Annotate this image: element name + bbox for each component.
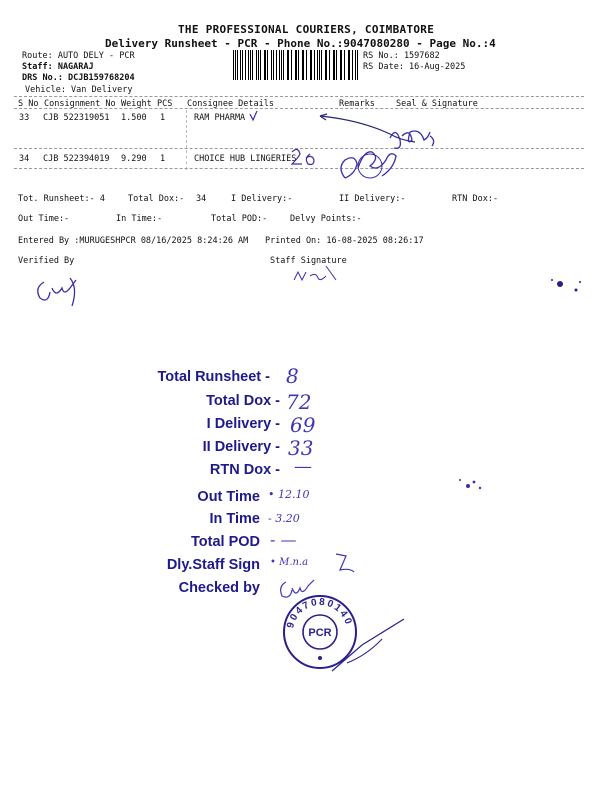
- col-header-weight: Weight: [121, 99, 152, 109]
- vehicle-text: Vehicle: Van Delivery: [25, 85, 133, 95]
- stamp-label-total-dox: Total Dox -: [206, 393, 280, 409]
- stamp-value-rtn-dox: —: [294, 456, 312, 477]
- stamp-label-total-runsheet: Total Runsheet -: [157, 369, 270, 385]
- total-pod-label: Total POD:-: [211, 214, 268, 224]
- barcode-bar: [310, 50, 311, 80]
- rs-number: RS No.: 1597682: [363, 51, 440, 61]
- stamp-label-staff-sign: Dly.Staff Sign: [166, 557, 260, 573]
- barcode-bar: [267, 50, 268, 80]
- pcr-seal-stamp: [272, 585, 422, 695]
- barcode-bar: [344, 50, 345, 80]
- total-dox-label: Total Dox:-: [128, 194, 185, 204]
- company-name: THE PROFESSIONAL COURIERS, COIMBATORE: [178, 23, 435, 36]
- handwritten-signatures: [240, 108, 600, 208]
- barcode-bar: [336, 50, 337, 80]
- seal-center-text: PCR: [308, 627, 332, 639]
- ii-delivery-label: II Delivery:-: [339, 194, 406, 204]
- column-divider: [186, 150, 188, 170]
- stamp-value-total-dox: 72: [286, 390, 312, 414]
- drs-number: DRS No.: DCJB159768204: [22, 73, 135, 83]
- stamp-value-i-delivery: 69: [290, 413, 316, 437]
- col-header-pcs: PCS: [157, 99, 173, 109]
- stamp-label-ii-delivery: II Delivery -: [202, 439, 280, 455]
- barcode-bar: [248, 50, 249, 80]
- barcode-bar: [283, 50, 284, 80]
- rs-date: RS Date: 16-Aug-2025: [363, 62, 466, 72]
- barcode-bar: [287, 50, 288, 80]
- total-dox-value: 34: [196, 194, 207, 204]
- barcode-bar: [279, 50, 280, 80]
- route-text: Route: AUTO DELY - PCR: [22, 51, 135, 61]
- delvy-points-label: Delvy Points:-: [290, 214, 362, 224]
- in-time-label: In Time:-: [116, 214, 163, 224]
- cell-weight: 1.500: [121, 113, 147, 123]
- cell-consignment: CJB 522394019: [43, 154, 110, 164]
- barcode-bar: [329, 50, 330, 80]
- barcode-bar: [317, 50, 318, 80]
- barcode-bar: [303, 50, 304, 80]
- stamp-value-ii-delivery: 33: [288, 436, 314, 460]
- i-delivery-label: I Delivery:-: [231, 194, 293, 204]
- staff-signature-label: Staff Signature: [270, 256, 347, 266]
- staff-text: Staff: NAGARAJ: [22, 62, 94, 72]
- staff-signature-mark: [290, 258, 350, 288]
- col-header-consignee: Consignee Details: [187, 99, 274, 109]
- verified-by-label: Verified By: [18, 256, 75, 266]
- stamp-label-out-time: Out Time: [197, 489, 260, 505]
- cell-consignee: RAM PHARMA: [194, 113, 246, 123]
- barcode-bar: [291, 50, 292, 80]
- barcode-bar: [271, 50, 272, 80]
- barcode-bar: [260, 50, 261, 80]
- cell-consignment: CJB 522319051: [43, 113, 110, 123]
- column-divider: [186, 110, 188, 148]
- col-header-consignment: Consignment No: [44, 99, 116, 109]
- barcode-bar: [352, 50, 353, 80]
- barcode-bar: [349, 50, 350, 80]
- ink-speck: [450, 470, 510, 500]
- col-header-remarks: Remarks: [339, 99, 375, 109]
- stamp-label-i-delivery: I Delivery -: [206, 416, 280, 432]
- cell-weight: 9.290: [121, 154, 147, 164]
- stamp-label-in-time: In Time: [209, 511, 260, 527]
- staff-sign-flourish: [330, 550, 360, 574]
- stamp-label-rtn-dox: RTN Dox -: [209, 462, 280, 478]
- printed-on: Printed On: 16-08-2025 08:26:17: [265, 236, 424, 246]
- stamp-value-in-time: - 3.20: [268, 512, 300, 525]
- barcode-bar: [252, 50, 253, 80]
- cell-sno: 34: [19, 154, 30, 164]
- barcode-bar: [319, 50, 320, 80]
- cell-sno: 33: [19, 113, 30, 123]
- col-header-seal: Seal & Signature: [396, 99, 478, 109]
- seal-ring-text: 9047080140: [285, 596, 355, 630]
- stamp-value-staff-sign: • M.n.a: [270, 557, 309, 568]
- tot-runsheet: Tot. Runsheet:- 4: [18, 194, 105, 204]
- out-time-label: Out Time:-: [18, 214, 70, 224]
- col-header-sno: S No: [18, 99, 39, 109]
- stamp-value-total-pod: - —: [270, 530, 297, 549]
- barcode-bar: [233, 50, 234, 80]
- runsheet-title: Delivery Runsheet - PCR - Phone No.:9047080280 - Page No.:4: [105, 37, 496, 50]
- stamp-value-out-time: • 12.10: [268, 488, 310, 501]
- barcode-bar: [326, 50, 327, 80]
- cell-consignee: CHOICE HUB LINGERIES: [194, 154, 297, 164]
- verified-signature: [30, 268, 100, 308]
- entered-by: Entered By :MURUGESHPCR 08/16/2025 8:24:26 AM: [18, 236, 249, 246]
- stamp-value-total-runsheet: 8: [286, 364, 299, 388]
- barcode-bar: [240, 50, 241, 80]
- cell-pcs: 1: [160, 154, 166, 164]
- barcode-image: [233, 50, 359, 80]
- stamp-label-total-pod: Total POD: [190, 534, 260, 550]
- rtn-dox-label: RTN Dox:-: [452, 194, 499, 204]
- barcode-bar: [245, 50, 246, 80]
- cell-pcs: 1: [160, 113, 166, 123]
- stamp-label-checked-by: Checked by: [178, 580, 260, 596]
- divider: [14, 96, 584, 97]
- ink-speck: [530, 270, 590, 300]
- barcode-bar: [298, 50, 299, 80]
